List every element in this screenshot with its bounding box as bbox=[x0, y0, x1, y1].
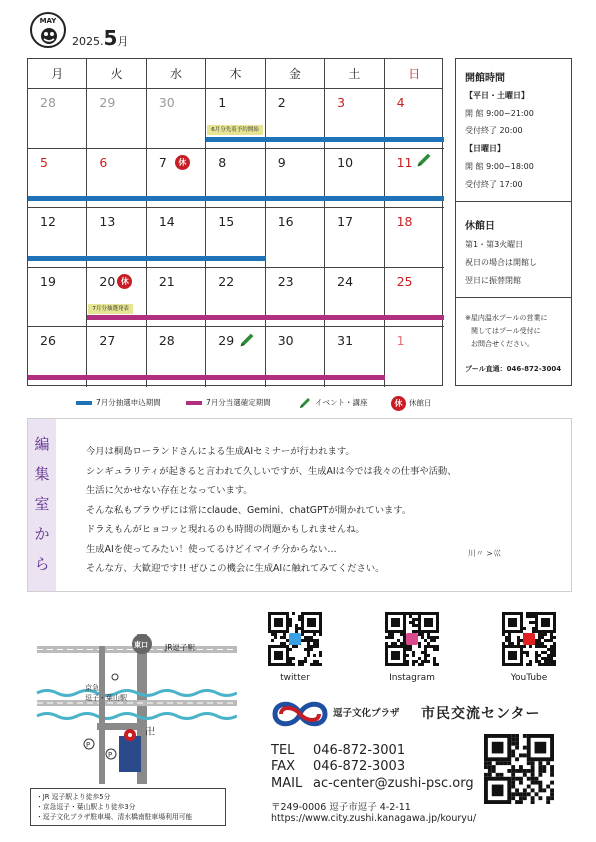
event-tag: 7月分抽選発表 bbox=[88, 304, 133, 314]
day-number: 16 bbox=[277, 214, 294, 230]
closed-title: 休館日 bbox=[465, 221, 495, 232]
day-number: 20 bbox=[99, 273, 116, 289]
day-number: 6 bbox=[99, 154, 108, 170]
day-number: 22 bbox=[218, 273, 235, 289]
day-number: 27 bbox=[99, 333, 116, 349]
day-number: 15 bbox=[218, 214, 235, 230]
keikyu-label: 京急 bbox=[85, 684, 99, 692]
editor-note-line: シンギュラリティが起きると言われて久しいですが、生成AIは今では我々の仕事や活動、 bbox=[86, 465, 457, 477]
calendar-day-cell bbox=[28, 89, 87, 149]
day-number: 28 bbox=[40, 95, 56, 110]
pool-note-1: ※屋内温水プールの営業に bbox=[465, 314, 548, 322]
pencil-icon bbox=[298, 396, 312, 410]
closed-rule-1: 第1・第3火曜日 bbox=[465, 240, 524, 249]
tel-line bbox=[271, 743, 405, 758]
sunday-reception: 受付終了 17:00 bbox=[465, 180, 523, 189]
keikyu-station-label: 逗子・葉山駅 bbox=[85, 694, 127, 702]
day-number: 29 bbox=[218, 333, 235, 349]
access-line: ・逗子文化プラザ駐車場、清水橋南駐車場利用可能 bbox=[36, 813, 193, 821]
org-subtitle: 逗子文化プラザ bbox=[333, 708, 400, 719]
event-tag: 6月分先着予約開始 bbox=[207, 125, 263, 135]
day-number: 14 bbox=[158, 214, 175, 230]
month-unit: 月 bbox=[117, 35, 129, 48]
hours-panel bbox=[455, 58, 572, 386]
lottery-period-bar bbox=[28, 196, 444, 201]
youtube-qr-code[interactable] bbox=[502, 612, 556, 666]
fax-number: 046-872-3003 bbox=[313, 759, 406, 774]
weekday-reception: 受付終了 20:00 bbox=[465, 126, 523, 135]
year-month-title bbox=[72, 26, 128, 50]
org-logo-icon bbox=[271, 697, 329, 731]
day-number: 11 bbox=[396, 154, 413, 170]
closed-day-icon: 休 bbox=[175, 155, 190, 170]
website-link[interactable]: https://www.city.zushi.kanagawa.jp/kouryu/ bbox=[271, 813, 477, 824]
calendar-day-cell bbox=[325, 208, 384, 268]
mail-label: MAIL bbox=[271, 776, 303, 791]
jr-station-label: JR逗子駅 bbox=[165, 643, 195, 652]
svg-text:卍: 卍 bbox=[145, 727, 155, 738]
confirm-period-bar bbox=[87, 315, 444, 320]
website-qr-code[interactable] bbox=[484, 734, 554, 804]
weekday-header: 月 bbox=[28, 59, 87, 89]
calendar-day-cell bbox=[385, 327, 444, 387]
org-name: 市民交流センター bbox=[421, 706, 541, 722]
closed-rule-2: 祝日の場合は開館し bbox=[465, 258, 537, 267]
closed-rule-3: 翌日に振替閉館 bbox=[465, 276, 521, 285]
day-number: 13 bbox=[99, 214, 116, 230]
editor-note-line: 今月は桐島ローランドさんによる生成AIセミナーが行われます。 bbox=[86, 446, 355, 457]
pool-phone: プール直通：046-872-3004 bbox=[465, 365, 562, 373]
editor-note-line: そんな私もブラウザには常にclaude、Gemini、chatGPTが開かれています。 bbox=[86, 504, 412, 516]
weekday-header: 火 bbox=[87, 59, 146, 89]
weekday-title: 【平日・土曜日】 bbox=[465, 91, 529, 100]
day-number: 30 bbox=[158, 95, 175, 110]
legend-lottery bbox=[76, 396, 161, 410]
day-number: 4 bbox=[396, 95, 405, 110]
confirm-period-bar bbox=[28, 375, 385, 380]
day-number: 7 bbox=[158, 154, 167, 170]
editor-title-char: か bbox=[34, 525, 50, 543]
access-line: ・JR 逗子駅より徒歩5分 bbox=[36, 793, 111, 801]
editor-note-line: そんな方、大歓迎です!! ぜひこの機会に生成AIに触れてみてください。 bbox=[86, 563, 385, 574]
weekday-header: 土 bbox=[325, 59, 384, 89]
svg-text:P: P bbox=[86, 741, 91, 749]
calendar-day-cell bbox=[266, 208, 325, 268]
day-number: 23 bbox=[277, 273, 294, 289]
day-number: 10 bbox=[337, 154, 354, 170]
day-number: 8 bbox=[218, 154, 227, 170]
month-number: 5 bbox=[103, 26, 118, 50]
editor-title-char: 編 bbox=[34, 435, 50, 453]
pool-note-2: 関してはプール受付に bbox=[471, 327, 541, 335]
fax-label: FAX bbox=[271, 759, 296, 774]
legend-lottery-label: 7月分抽選申込期間 bbox=[96, 398, 161, 407]
svg-text:P: P bbox=[108, 751, 113, 759]
weekday-header: 金 bbox=[266, 59, 325, 89]
day-number: 2 bbox=[277, 95, 286, 110]
lottery-period-bar bbox=[206, 137, 444, 142]
fax-line bbox=[271, 759, 405, 774]
hours-title: 開館時間 bbox=[465, 73, 505, 84]
weekday-open: 開 館 9:00~21:00 bbox=[465, 109, 534, 118]
day-number: 24 bbox=[337, 273, 354, 289]
editor-note-line: ドラえもんがヒョコッと現れるのも時間の問題かもしれませんね。 bbox=[86, 524, 365, 535]
day-number: 5 bbox=[40, 154, 48, 170]
legend-confirm-label: 7月分当選確定期間 bbox=[206, 398, 271, 407]
sunday-open: 開 館 9:00~18:00 bbox=[465, 162, 534, 171]
editor-title-char: ら bbox=[34, 555, 50, 573]
calendar-header bbox=[28, 59, 442, 89]
instagram-qr-code[interactable] bbox=[385, 612, 439, 666]
access-info bbox=[30, 788, 226, 826]
weekday-header: 水 bbox=[147, 59, 206, 89]
twitter-qr-code[interactable] bbox=[268, 612, 322, 666]
mail-address[interactable]: ac-center@zushi-psc.org bbox=[313, 776, 474, 791]
day-number: 29 bbox=[99, 95, 116, 110]
legend-event bbox=[298, 396, 368, 410]
editor-note-line: 生活に欠かせない存在となっています。 bbox=[86, 485, 253, 496]
twitter-label[interactable]: twitter bbox=[280, 673, 310, 683]
legend-confirm bbox=[186, 396, 271, 410]
day-number: 17 bbox=[337, 214, 354, 230]
editor-note-title bbox=[28, 419, 56, 591]
month-badge-label: MAY bbox=[39, 17, 57, 25]
access-line: ・京急逗子・葉山駅より徒歩3分 bbox=[36, 803, 136, 811]
calendar-day-cell bbox=[147, 89, 206, 149]
closed-day-icon: 休 bbox=[117, 274, 132, 289]
day-number: 9 bbox=[277, 154, 286, 170]
youtube-label[interactable]: YouTube bbox=[510, 673, 548, 683]
legend-closed-label: 休館日 bbox=[409, 398, 432, 408]
blue-bar-swatch bbox=[76, 401, 92, 405]
calendar-day-cell bbox=[385, 208, 444, 268]
editor-note bbox=[27, 418, 572, 592]
calendar bbox=[27, 58, 443, 386]
day-number: 28 bbox=[158, 333, 175, 349]
calendar-day-cell bbox=[28, 268, 87, 328]
day-number: 12 bbox=[40, 214, 56, 230]
pool-note-3: お問合せください。 bbox=[471, 340, 534, 348]
east-exit-label: 東口 bbox=[134, 641, 148, 649]
legend-event-label: イベント・講座 bbox=[315, 398, 368, 407]
lottery-period-bar bbox=[28, 256, 266, 261]
mail-line bbox=[271, 776, 474, 791]
editor-signature: 川〃 >巛 bbox=[467, 549, 501, 558]
year: 2025. bbox=[72, 35, 104, 48]
day-number: 26 bbox=[40, 333, 56, 349]
day-number: 3 bbox=[337, 95, 346, 110]
divider bbox=[456, 297, 571, 298]
day-number: 31 bbox=[337, 333, 354, 349]
weekday-header: 日 bbox=[408, 67, 421, 81]
instagram-label[interactable]: Instagram bbox=[389, 673, 435, 683]
pink-bar-swatch bbox=[186, 401, 202, 405]
day-number: 30 bbox=[277, 333, 294, 349]
calendar-day-cell bbox=[87, 89, 146, 149]
day-number: 1 bbox=[396, 333, 405, 349]
editor-title-char: 集 bbox=[34, 465, 50, 483]
access-map bbox=[27, 608, 237, 786]
month-badge bbox=[30, 12, 66, 48]
tel-label: TEL bbox=[271, 743, 295, 758]
weekday-header: 木 bbox=[206, 59, 265, 89]
character-icon bbox=[38, 26, 60, 46]
closed-day-icon: 休 bbox=[391, 396, 406, 411]
tel-number[interactable]: 046-872-3001 bbox=[313, 743, 406, 758]
day-number: 1 bbox=[218, 95, 227, 110]
editor-title-char: 室 bbox=[34, 495, 50, 513]
sunday-title: 【日曜日】 bbox=[465, 144, 505, 153]
day-number: 19 bbox=[40, 273, 56, 289]
legend-closed bbox=[391, 396, 432, 411]
day-number: 18 bbox=[396, 214, 413, 230]
day-number: 21 bbox=[158, 273, 175, 289]
divider bbox=[456, 201, 571, 202]
address: 〒249-0006 逗子市逗子 4-2-11 bbox=[271, 802, 411, 813]
day-number: 25 bbox=[396, 273, 413, 289]
pencil-icon bbox=[415, 151, 433, 169]
pencil-icon bbox=[238, 331, 256, 349]
editor-note-line: 生成AIを使ってみたい！使ってるけどイマイチ分からない… bbox=[86, 543, 337, 555]
